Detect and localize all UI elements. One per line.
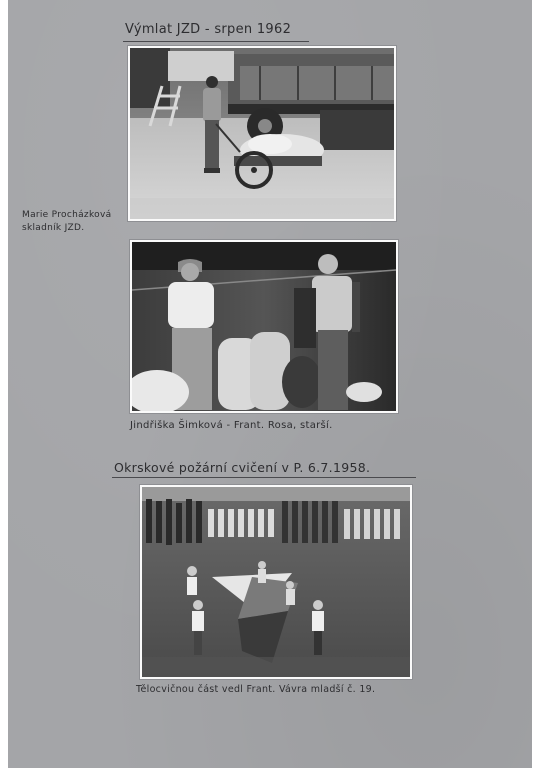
heading-underline [112, 477, 416, 478]
side-caption-line-2: skladník JZD. [22, 223, 85, 233]
photo-threshing [128, 46, 396, 221]
photo-fire-drill-image [142, 487, 410, 677]
album-page [8, 0, 532, 768]
photo-fire-drill [140, 485, 412, 679]
section-heading-threshing: Výmlat JZD - srpen 1962 [125, 22, 292, 37]
caption-grain-sacks: Jindřiška Šimková - Frant. Rosa, starší. [130, 420, 333, 431]
side-caption-line-1: Marie Procházková [22, 210, 112, 220]
photo-grain-sacks [130, 240, 398, 413]
section-heading-fire-drill: Okrskové požární cvičení v P. 6.7.1958. [114, 460, 371, 475]
photo-threshing-image [130, 48, 394, 219]
photo-grain-sacks-image [132, 242, 396, 411]
heading-underline [123, 41, 309, 42]
caption-fire-drill: Tělocvičnou část vedl Frant. Vávra mladší č. 19. [136, 684, 376, 695]
